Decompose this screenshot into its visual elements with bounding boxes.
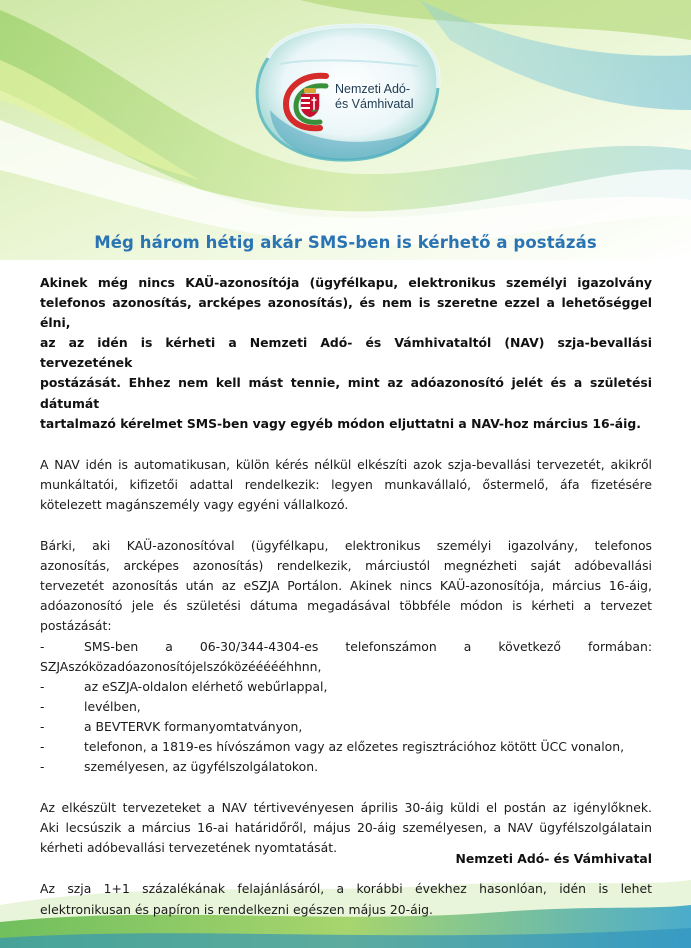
text-line: tervezetét azonosítás után az eSZJA Portálon. Akinek nincs KAÜ-azonosítója, március 16-áig, [40, 578, 652, 594]
text-line: Akinek még nincs KAÜ-azonosítója (ügyfélkapu, elektronikus személyi igazolvány [40, 275, 652, 290]
request-methods-list [40, 637, 652, 778]
text-line: Az elkészült tervezeteket a NAV tértivevényesen április 30-áig küldi el postán az igénylőknek. [40, 800, 652, 816]
list-dash: - [40, 759, 45, 775]
list-item-text: levélben, [84, 698, 141, 714]
list-item [40, 697, 652, 717]
text-line: Az szja 1+1 százalékának felajánlásáról, a korábbi évekhez hasonlóan, idén is lehet [40, 881, 652, 897]
paragraph-kau-access [40, 536, 652, 636]
paragraph-postal-delivery [40, 798, 652, 858]
logo-text-line2: és Vámhivatal [335, 97, 414, 111]
list-item [40, 677, 652, 697]
list-item-text: az eSZJA-oldalon elérhető webűrlappal, [84, 678, 328, 694]
text-line: munkáltatói, kifizetői adattal rendelkezik: legyen munkavállaló, őstermelő, áfa fizetésére [40, 476, 652, 492]
list-item-text: a BEVTERVK formanyomtatványon, [84, 718, 303, 734]
page-title: Még három hétig akár SMS-ben is kérhető a postázás [94, 233, 597, 252]
text-line: postázását: [40, 618, 112, 634]
logo-text [335, 82, 455, 112]
lead-paragraph [40, 273, 652, 434]
list-dash: - [40, 698, 45, 714]
signature: Nemzeti Adó- és Vámhivatal [455, 851, 652, 866]
paragraph-automatic-draft [40, 455, 652, 515]
text-line: azonosítás, arcképes azonosítás) rendelkezik, márciustól megnézheti saját adóbevallási [40, 558, 652, 574]
article-body [40, 273, 652, 920]
list-dash: - [40, 678, 45, 694]
hungarian-coat-of-arms-icon [299, 88, 321, 118]
list-item-text: telefonon, a 1819-es hívószámon vagy az előzetes regisztrációhoz kötött ÜCC vonalon, [84, 738, 625, 754]
text-line: tartalmazó kérelmet SMS-ben vagy egyéb módon eljuttatni a NAV-hoz március 16-áig. [40, 415, 641, 431]
text-line: Aki lecsúszik a március 16-ai határidőről, május 20-áig személyesen, a NAV ügyfélszolgálatain [40, 820, 652, 836]
list-dash: - [40, 638, 45, 654]
text-line: elektronikusan és papíron is rendelkezni egészen május 20-áig. [40, 901, 433, 917]
list-dash: - [40, 738, 45, 754]
list-item [40, 637, 652, 657]
list-item-text: személyesen, az ügyfélszolgálatokon. [84, 759, 319, 775]
list-item [40, 757, 652, 777]
text-line: az az idén is kérheti a Nemzeti Adó- és Vámhivataltól (NAV) szja-bevallási tervezetének [40, 335, 652, 371]
paragraph-one-percent [40, 879, 652, 919]
list-item-continuation: SZJAszóközadóazonosítójelszóközéééééhhnn, [40, 658, 322, 674]
text-line: postázását. Ehhez nem kell mást tennie, mint az adóazonosító jelét és a születési dátumát [40, 375, 652, 411]
logo-text-line1: Nemzeti Adó- [335, 82, 411, 96]
text-line: Bárki, aki KAÜ-azonosítóval (ügyfélkapu, elektronikus személyi igazolvány, telefonos [40, 538, 652, 554]
list-dash: - [40, 718, 45, 734]
text-line: A NAV idén is automatikusan, külön kérés nélkül elkészíti azok szja-bevallási tervezetét, akikről [40, 456, 652, 472]
text-line: telefonos azonosítás, arcképes azonosítás), és nem is szeretne ezzel a lehetőséggel élni, [40, 295, 652, 331]
text-line: kötelezett magánszemély vagy egyéni vállalkozó. [40, 496, 349, 512]
list-item [40, 717, 652, 737]
list-item-text: SMS-ben a 06-30/344-4304-es telefonszámon a következő formában: [84, 638, 652, 654]
text-line: kérheti adóbevallási tervezetének nyomtatását. [40, 840, 338, 856]
text-line: adóazonosító jele és születési dátuma megadásával többféle módon is kérheti a tervezet [40, 598, 652, 614]
list-item [40, 737, 652, 757]
